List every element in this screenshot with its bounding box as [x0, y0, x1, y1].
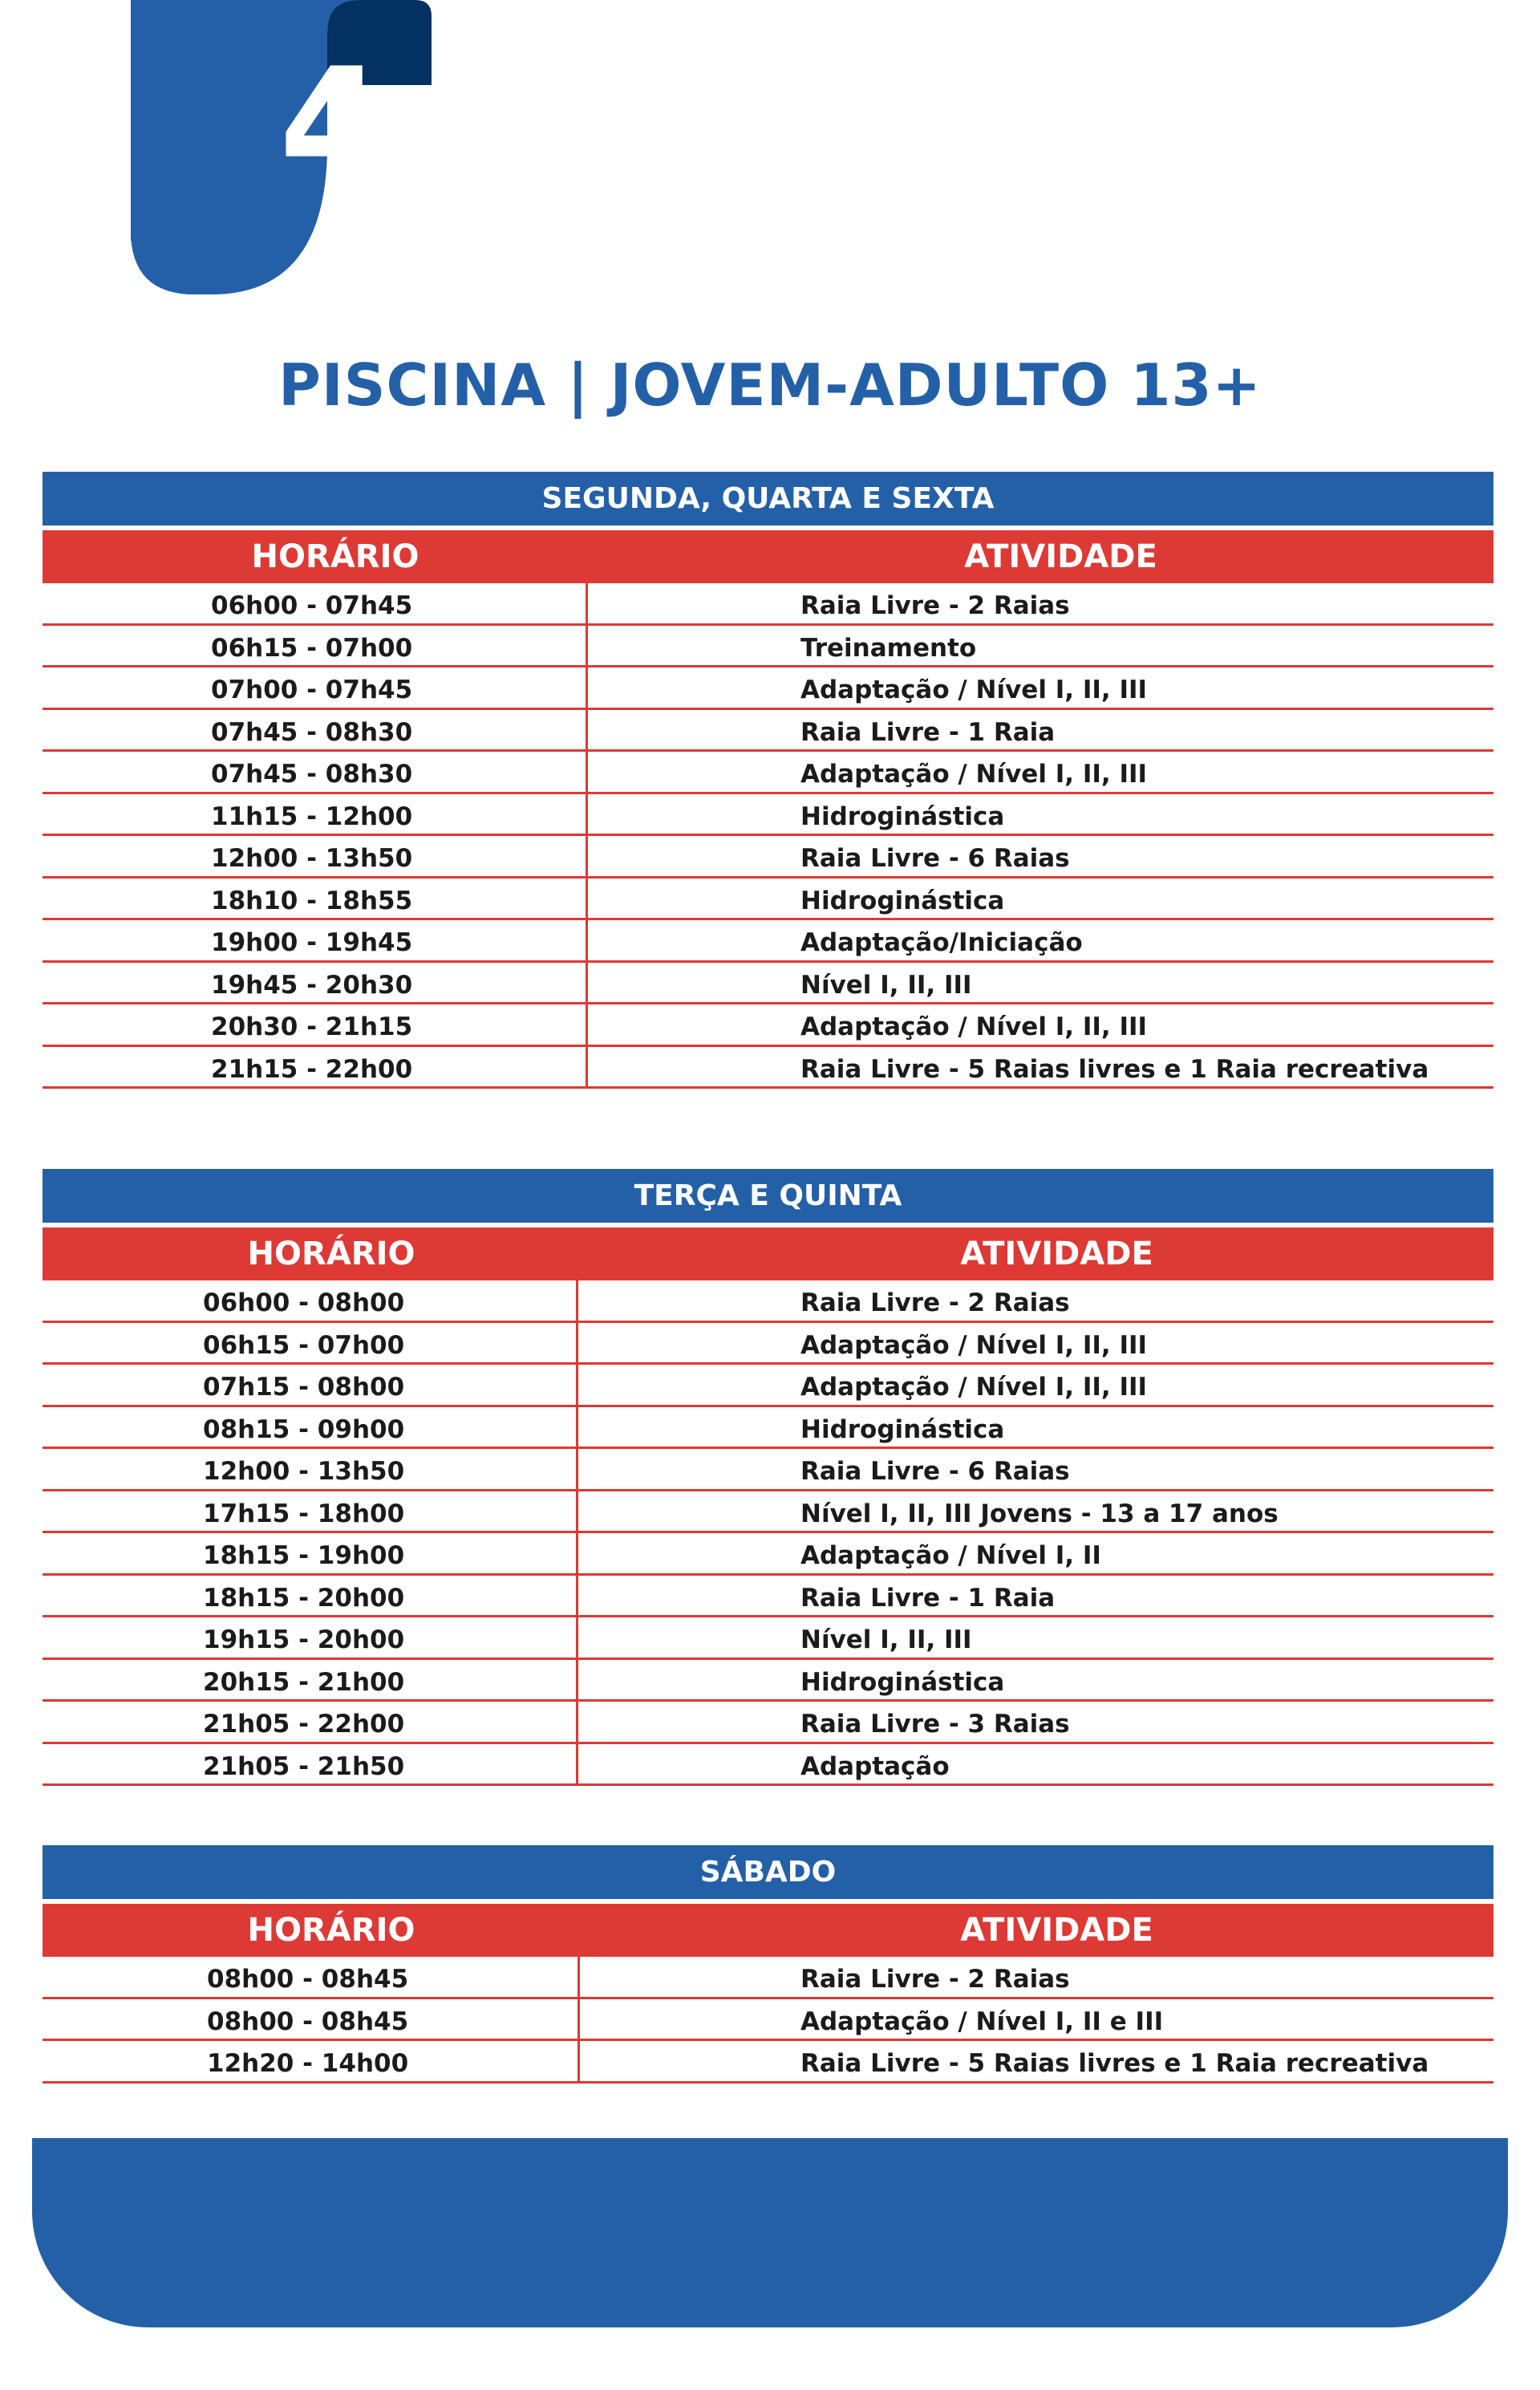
time-cell: 21h05 - 21h50 [203, 1751, 405, 1781]
column-header-activity: ATIVIDADE [960, 1912, 1153, 1949]
table-row [43, 626, 1493, 668]
activity-cell: Hidroginástica [800, 886, 1005, 915]
column-header-row [43, 1904, 1493, 1957]
time-cell: 12h20 - 14h00 [207, 2049, 409, 2078]
column-header-activity: ATIVIDADE [960, 1236, 1153, 1272]
activity-cell: Raia Livre - 2 Raias [800, 1288, 1070, 1317]
column-header-time: HORÁRIO [251, 538, 419, 575]
activity-cell: Adaptação [800, 1751, 950, 1781]
table-row [43, 710, 1493, 753]
time-cell: 06h15 - 07h00 [211, 633, 413, 663]
time-cell: 06h00 - 08h00 [203, 1288, 405, 1317]
time-cell: 11h15 - 12h00 [211, 801, 413, 831]
table-row [43, 1365, 1493, 1407]
table-row [43, 1004, 1493, 1047]
time-cell: 21h15 - 22h00 [211, 1054, 413, 1084]
table-row [43, 1576, 1493, 1618]
time-cell: 07h15 - 08h00 [203, 1373, 405, 1402]
schedule-table-tue-thu [43, 1169, 1493, 1786]
column-divider [578, 1957, 580, 2084]
time-cell: 08h15 - 09h00 [203, 1414, 405, 1444]
activity-cell: Adaptação / Nível I, II e III [800, 2007, 1164, 2036]
table-row [43, 920, 1493, 963]
table-row [43, 836, 1493, 878]
activity-cell: Nível I, II, III [800, 970, 972, 1000]
table-body [43, 583, 1493, 1089]
activity-cell: Hidroginástica [800, 1667, 1005, 1697]
activity-cell: Raia Livre - 2 Raias [800, 1965, 1070, 1994]
schedule-table-saturday [43, 1845, 1493, 2084]
table-body [43, 1957, 1493, 2084]
time-cell: 07h45 - 08h30 [211, 717, 413, 747]
table-row [43, 1702, 1493, 1744]
table-row [43, 1533, 1493, 1576]
time-cell: 06h00 - 07h45 [211, 591, 413, 620]
activity-cell: Raia Livre - 5 Raias livres e 1 Raia recreativa [800, 1054, 1429, 1084]
table-row [43, 794, 1493, 837]
schedule-table-mon-wed-fri [43, 472, 1493, 1089]
activity-cell: Adaptação / Nível I, II, III [800, 1330, 1148, 1360]
table-row [43, 752, 1493, 794]
section-number: 4. [279, 35, 434, 213]
section-number-badge [131, 0, 432, 294]
time-cell: 07h00 - 07h45 [211, 676, 413, 704]
table-row [43, 1280, 1493, 1323]
activity-cell: Nível I, II, III [800, 1625, 972, 1654]
day-header: SEGUNDA, QUARTA E SEXTA [43, 472, 1493, 525]
activity-cell: Adaptação / Nível I, II, III [800, 676, 1148, 704]
time-cell: 17h15 - 18h00 [203, 1499, 405, 1528]
table-row [43, 1617, 1493, 1660]
day-header: TERÇA E QUINTA [43, 1169, 1493, 1223]
table-row [43, 1744, 1493, 1787]
time-cell: 18h10 - 18h55 [211, 886, 413, 915]
table-row [43, 1407, 1493, 1450]
column-divider [586, 583, 588, 1089]
column-header-time: HORÁRIO [247, 1236, 415, 1272]
column-divider [576, 1280, 578, 1786]
table-row [43, 1323, 1493, 1365]
page-title: PISCINA | JOVEM-ADULTO 13+ [278, 351, 1262, 419]
time-cell: 19h45 - 20h30 [211, 970, 413, 1000]
table-row [43, 1047, 1493, 1089]
table-row [43, 1957, 1493, 1999]
time-cell: 20h30 - 21h15 [211, 1012, 413, 1041]
time-cell: 06h15 - 07h00 [203, 1330, 405, 1360]
activity-cell: Hidroginástica [800, 801, 1005, 831]
activity-cell: Raia Livre - 1 Raia [800, 717, 1056, 747]
time-cell: 12h00 - 13h50 [211, 844, 413, 873]
table-row [43, 1449, 1493, 1491]
time-cell: 19h00 - 19h45 [211, 928, 413, 957]
activity-cell: Raia Livre - 5 Raias livres e 1 Raia recreativa [800, 2049, 1429, 2078]
time-cell: 20h15 - 21h00 [203, 1667, 405, 1697]
activity-cell: Hidroginástica [800, 1414, 1005, 1444]
column-header-time: HORÁRIO [247, 1912, 415, 1949]
time-cell: 07h45 - 08h30 [211, 760, 413, 789]
table-row [43, 1660, 1493, 1702]
activity-cell: Raia Livre - 3 Raias [800, 1710, 1070, 1739]
table-row [43, 667, 1493, 710]
time-cell: 19h15 - 20h00 [203, 1625, 405, 1654]
activity-cell: Raia Livre - 2 Raias [800, 591, 1070, 620]
time-cell: 08h00 - 08h45 [207, 2007, 409, 2036]
column-header-activity: ATIVIDADE [964, 538, 1157, 575]
activity-cell: Raia Livre - 1 Raia [800, 1583, 1056, 1613]
time-cell: 18h15 - 20h00 [203, 1583, 405, 1613]
table-row [43, 1491, 1493, 1534]
activity-cell: Raia Livre - 6 Raias [800, 1457, 1070, 1486]
table-row [43, 583, 1493, 626]
footer-bar [32, 2138, 1508, 2327]
table-body [43, 1280, 1493, 1786]
table-row [43, 963, 1493, 1005]
activity-cell: Adaptação/Iniciação [800, 928, 1083, 957]
time-cell: 08h00 - 08h45 [207, 1965, 409, 1994]
time-cell: 12h00 - 13h50 [203, 1457, 405, 1486]
activity-cell: Adaptação / Nível I, II, III [800, 760, 1148, 789]
table-row [43, 878, 1493, 921]
time-cell: 21h05 - 22h00 [203, 1710, 405, 1739]
column-header-row [43, 1227, 1493, 1280]
activity-cell: Nível I, II, III Jovens - 13 a 17 anos [800, 1499, 1279, 1528]
activity-cell: Raia Livre - 6 Raias [800, 844, 1070, 873]
activity-cell: Adaptação / Nível I, II [800, 1541, 1101, 1570]
activity-cell: Adaptação / Nível I, II, III [800, 1012, 1148, 1041]
day-header: SÁBADO [43, 1845, 1493, 1899]
table-row [43, 2041, 1493, 2084]
time-cell: 18h15 - 19h00 [203, 1541, 405, 1570]
table-row [43, 1999, 1493, 2042]
activity-cell: Treinamento [800, 633, 977, 663]
column-header-row [43, 530, 1493, 583]
activity-cell: Adaptação / Nível I, II, III [800, 1373, 1148, 1402]
